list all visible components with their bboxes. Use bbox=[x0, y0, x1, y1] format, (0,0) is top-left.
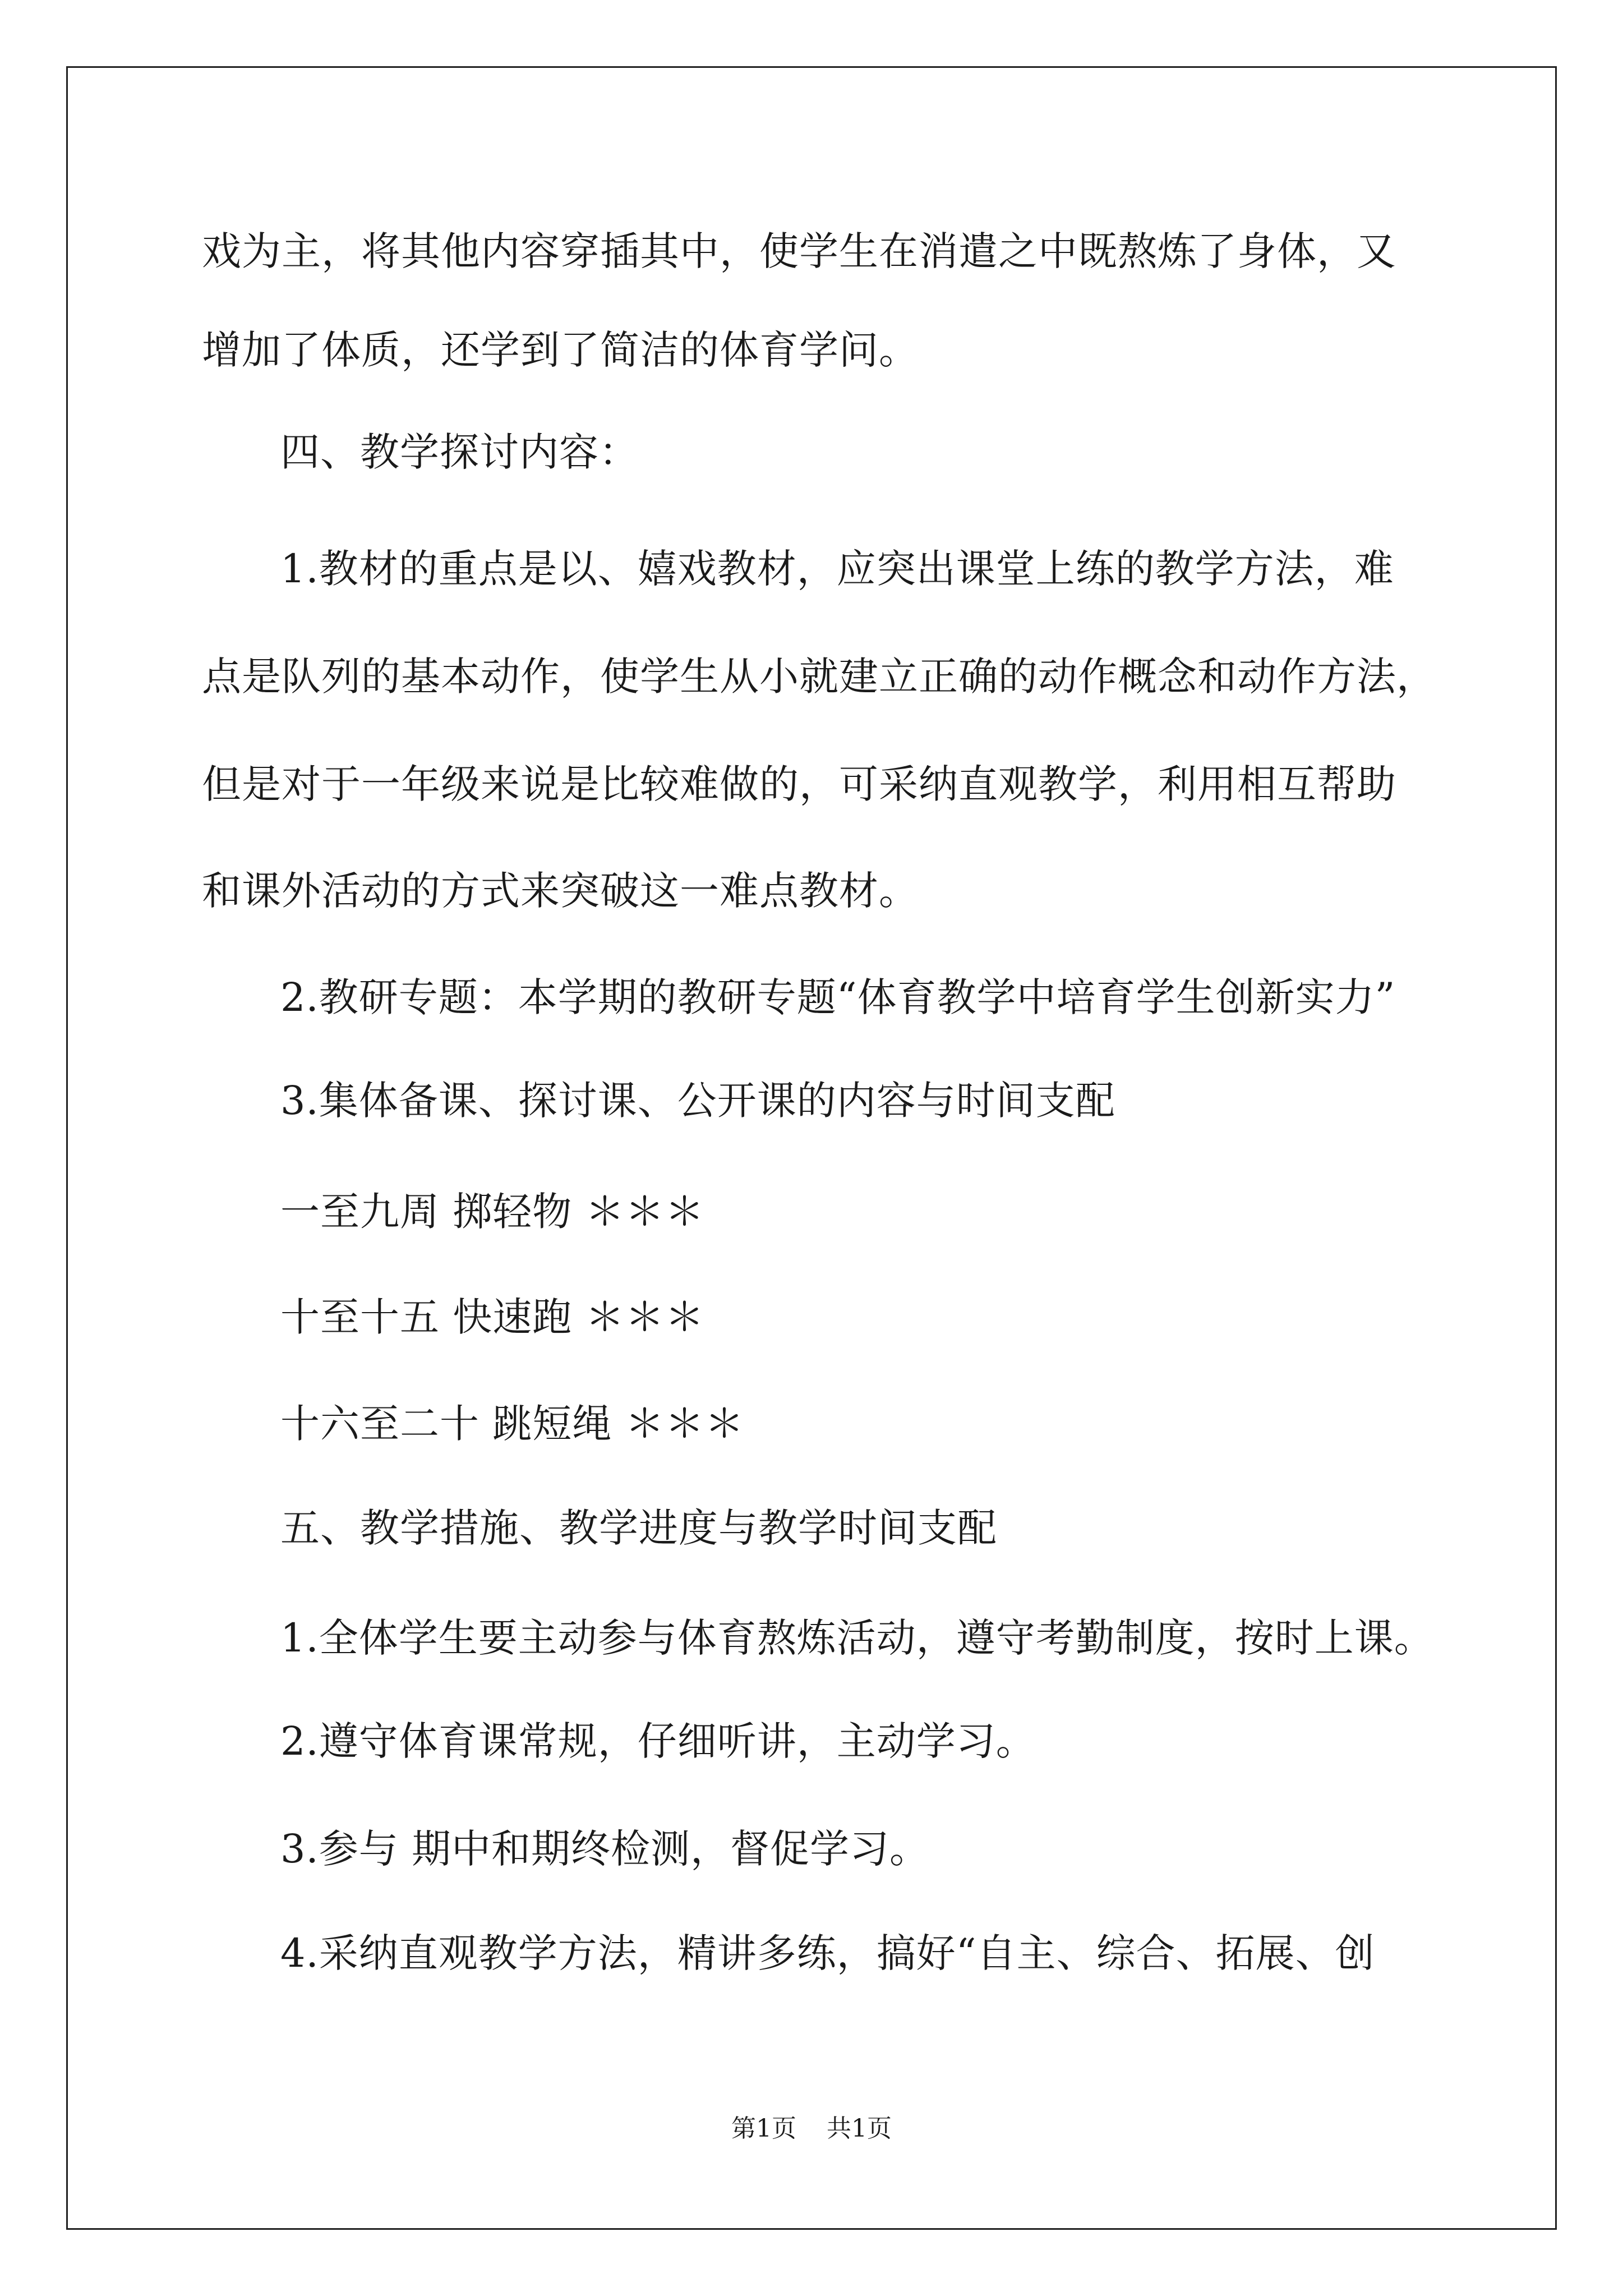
page-footer bbox=[0, 2112, 1623, 2146]
schedule-row: 十六至二十 跳短绳 ＊＊＊ bbox=[280, 1401, 745, 1447]
text-line: 2.遵守体育课常规，仔细听讲，主动学习。 bbox=[280, 1718, 1036, 1764]
schedule-row: 十至十五 快速跑 ＊＊＊ bbox=[280, 1294, 705, 1340]
text-line: 2.教研专题：本学期的教研专题“体育教学中培育学生创新实力” bbox=[280, 974, 1396, 1020]
text-line: 和课外活动的方式来突破这一难点教材。 bbox=[202, 868, 919, 914]
section-heading: 四、教学探讨内容： bbox=[280, 429, 639, 475]
text-line: 3.集体备课、探讨课、公开课的内容与时间支配 bbox=[280, 1078, 1115, 1124]
text-line: 1.全体学生要主动参与体育熬炼活动，遵守考勤制度，按时上课。 bbox=[280, 1615, 1434, 1661]
page-total: 共1页 bbox=[827, 2114, 892, 2143]
schedule-row: 一至九周 掷轻物 ＊＊＊ bbox=[280, 1189, 705, 1235]
section-heading: 五、教学措施、教学进度与教学时间支配 bbox=[280, 1505, 997, 1551]
page-number: 第1页 bbox=[731, 2114, 796, 2143]
text-line: 点是队列的基本动作，使学生从小就建立正确的动作概念和动作方法， bbox=[202, 654, 1436, 700]
text-line: 增加了体质，还学到了简洁的体育学问。 bbox=[202, 327, 919, 373]
text-line: 1.教材的重点是以、嬉戏教材，应突出课堂上练的教学方法，难 bbox=[280, 546, 1394, 592]
text-line: 戏为主，将其他内容穿插其中，使学生在消遣之中既熬炼了身体，又 bbox=[202, 228, 1396, 274]
text-line: 3.参与 期中和期终检测，督促学习。 bbox=[280, 1826, 930, 1872]
text-line: 4.采纳直观教学方法，精讲多练，搞好“自主、综合、拓展、创 bbox=[280, 1930, 1375, 1976]
text-line: 但是对于一年级来说是比较难做的，可采纳直观教学，利用相互帮助 bbox=[202, 761, 1396, 807]
page-frame bbox=[66, 66, 1557, 2230]
